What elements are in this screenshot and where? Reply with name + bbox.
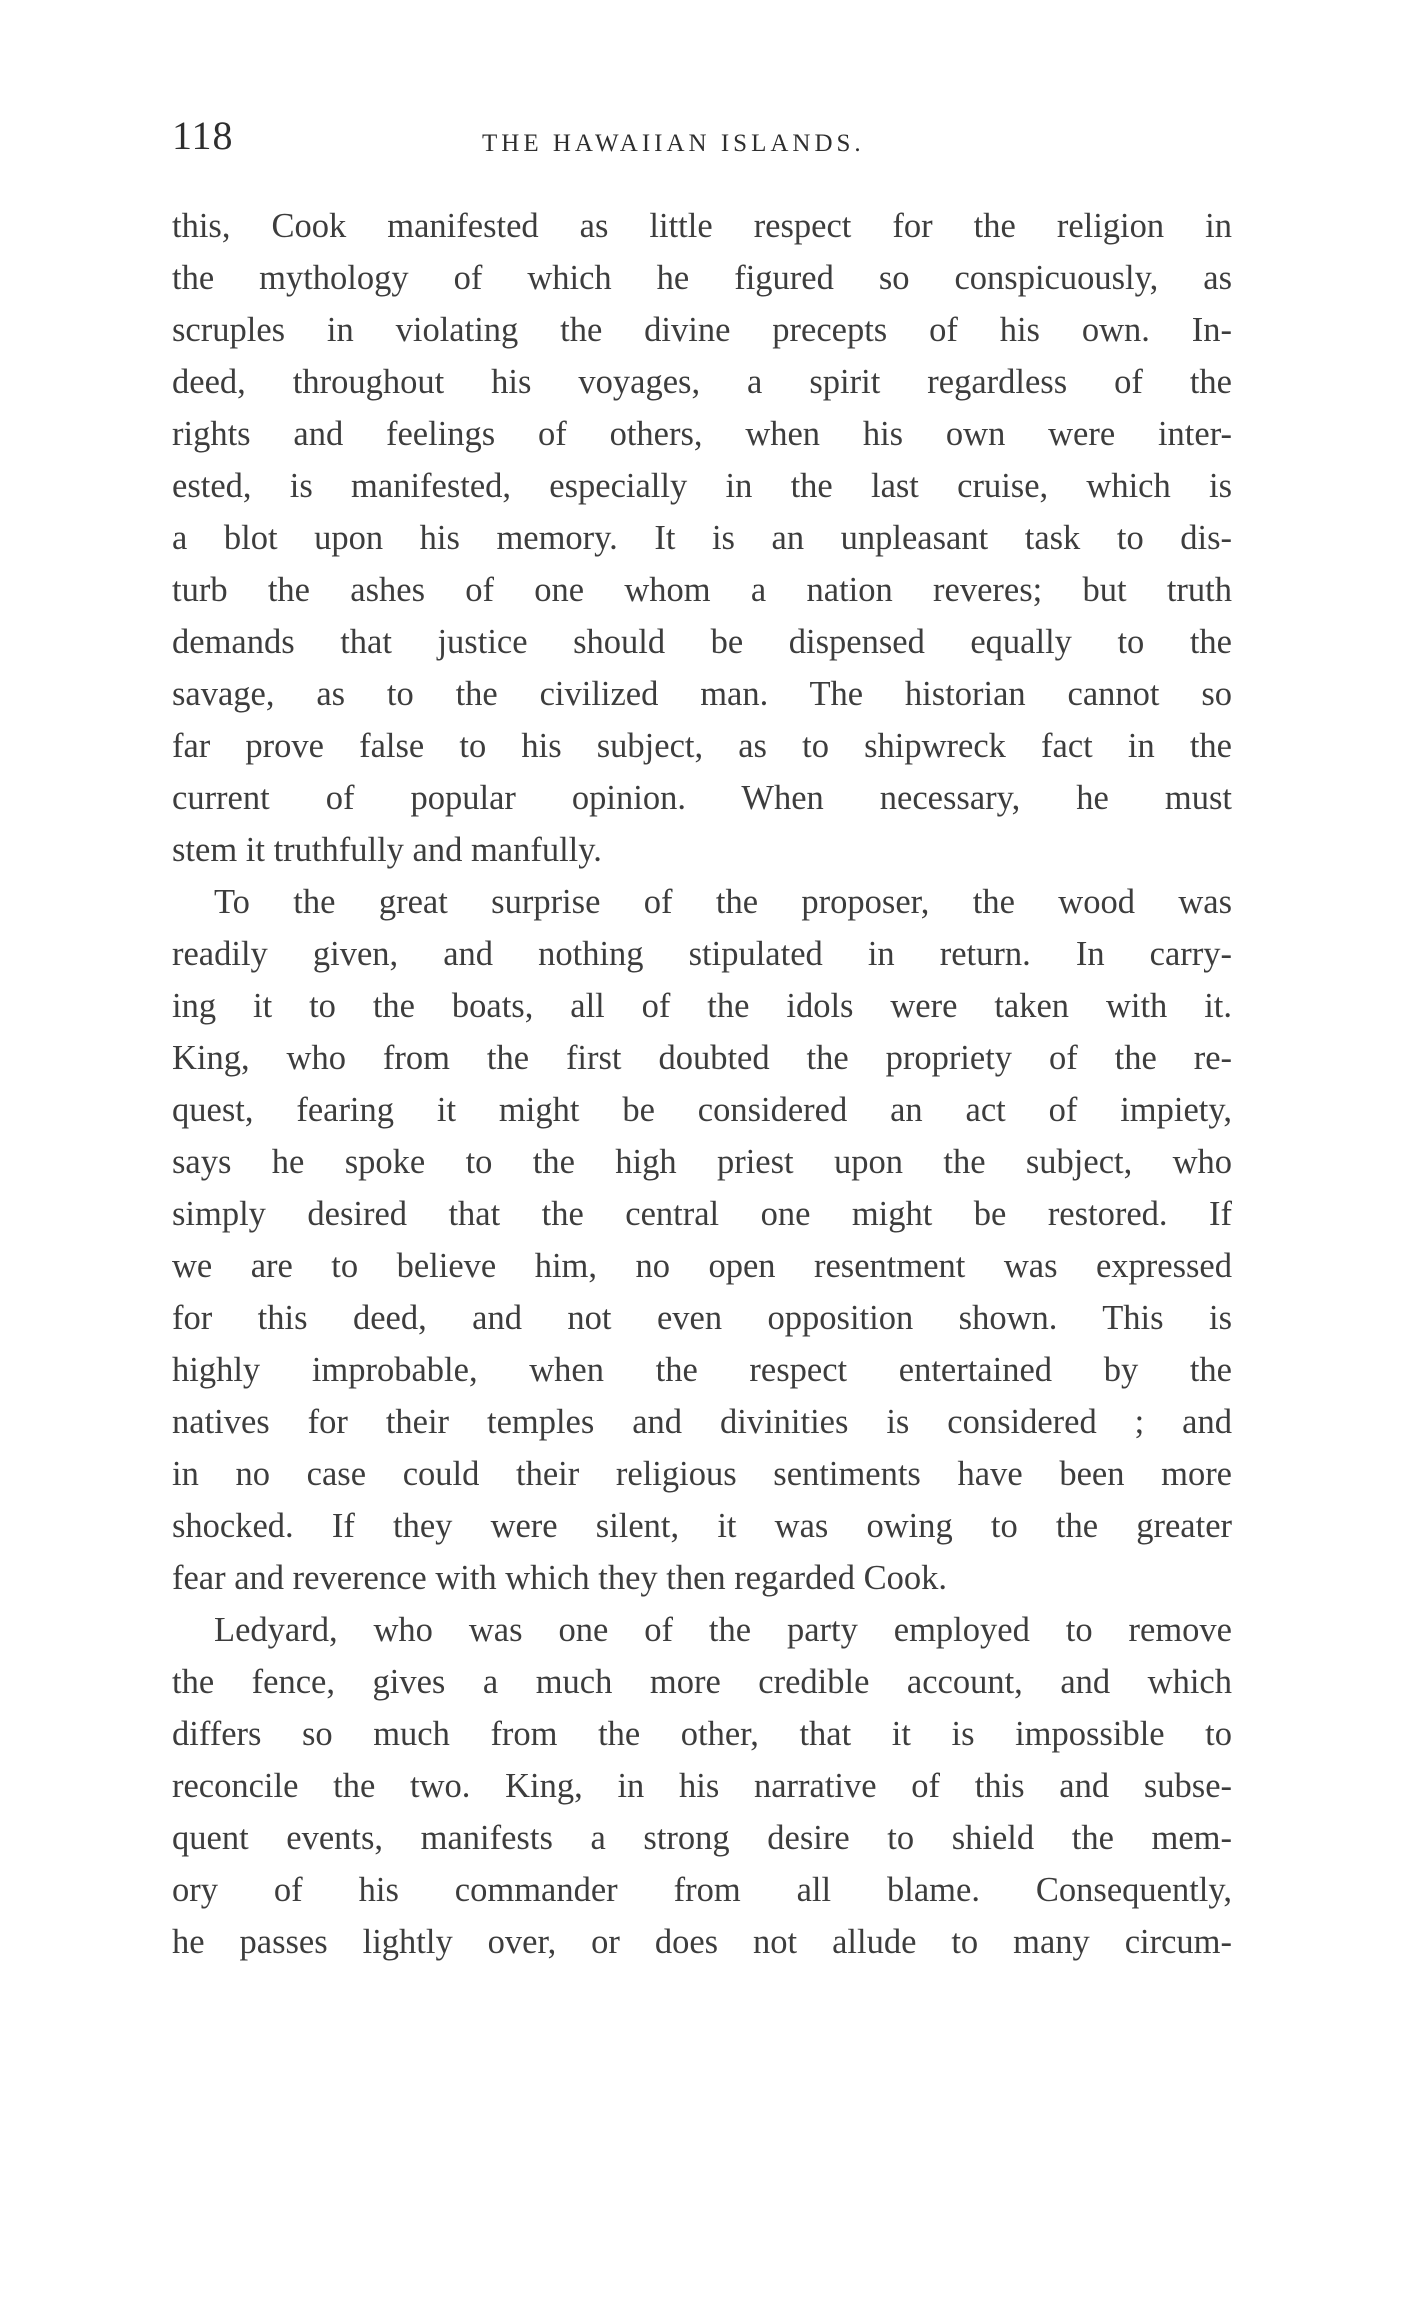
text-line: he passes lightly over, or does not allude to many circum- <box>172 1923 1232 1961</box>
paragraph-3 <box>172 1604 1232 1968</box>
text-line: deed, throughout his voyages, a spirit regardless of the <box>172 363 1232 401</box>
text-line: turb the ashes of one whom a nation reveres; but truth <box>172 571 1232 609</box>
text-line: ing it to the boats, all of the idols were taken with it. <box>172 987 1232 1025</box>
text-line: in no case could their religious sentiments have been more <box>172 1455 1232 1493</box>
text-line: reconcile the two. King, in his narrative of this and subse- <box>172 1767 1232 1805</box>
paragraph-1 <box>172 200 1232 876</box>
text-line: for this deed, and not even opposition shown. This is <box>172 1299 1232 1337</box>
text-line: shocked. If they were silent, it was owing to the greater <box>172 1507 1232 1545</box>
paragraph-2 <box>172 876 1232 1604</box>
text-line: the fence, gives a much more credible account, and which <box>172 1663 1232 1701</box>
text-line: far prove false to his subject, as to shipwreck fact in the <box>172 727 1232 765</box>
text-line: stem it truthfully and manfully. <box>172 831 602 869</box>
text-line: current of popular opinion. When necessary, he must <box>172 779 1232 817</box>
text-line: this, Cook manifested as little respect for the religion in <box>172 207 1232 245</box>
text-line: savage, as to the civilized man. The historian cannot so <box>172 675 1232 713</box>
text-line: quent events, manifests a strong desire to shield the mem- <box>172 1819 1232 1857</box>
text-line: Ledyard, who was one of the party employed to remove <box>214 1611 1232 1649</box>
text-line: natives for their temples and divinities is considered ; and <box>172 1403 1232 1441</box>
text-line: scruples in violating the divine precepts of his own. In- <box>172 311 1232 349</box>
body-text <box>172 200 1232 1968</box>
text-line: To the great surprise of the proposer, the wood was <box>214 883 1232 921</box>
text-line: ory of his commander from all blame. Consequently, <box>172 1871 1232 1909</box>
text-line: highly improbable, when the respect entertained by the <box>172 1351 1232 1389</box>
text-line: says he spoke to the high priest upon the subject, who <box>172 1143 1232 1181</box>
text-line: a blot upon his memory. It is an unpleasant task to dis- <box>172 519 1232 557</box>
text-line: differs so much from the other, that it is impossible to <box>172 1715 1232 1753</box>
text-line: we are to believe him, no open resentment was expressed <box>172 1247 1232 1285</box>
text-line: rights and feelings of others, when his own were inter- <box>172 415 1232 453</box>
text-line: readily given, and nothing stipulated in return. In carry- <box>172 935 1232 973</box>
page-number: 118 <box>172 113 234 158</box>
text-line: demands that justice should be dispensed equally to the <box>172 623 1232 661</box>
text-line: quest, fearing it might be considered an act of impiety, <box>172 1091 1232 1129</box>
running-title: THE HAWAIIAN ISLANDS. <box>482 130 865 157</box>
text-line: ested, is manifested, especially in the last cruise, which is <box>172 467 1232 505</box>
text-line: the mythology of which he figured so conspicuously, as <box>172 259 1232 297</box>
text-line: fear and reverence with which they then regarded Cook. <box>172 1559 947 1597</box>
text-line: simply desired that the central one might be restored. If <box>172 1195 1232 1233</box>
text-line: King, who from the first doubted the propriety of the re- <box>172 1039 1232 1077</box>
page-header <box>172 112 1232 162</box>
